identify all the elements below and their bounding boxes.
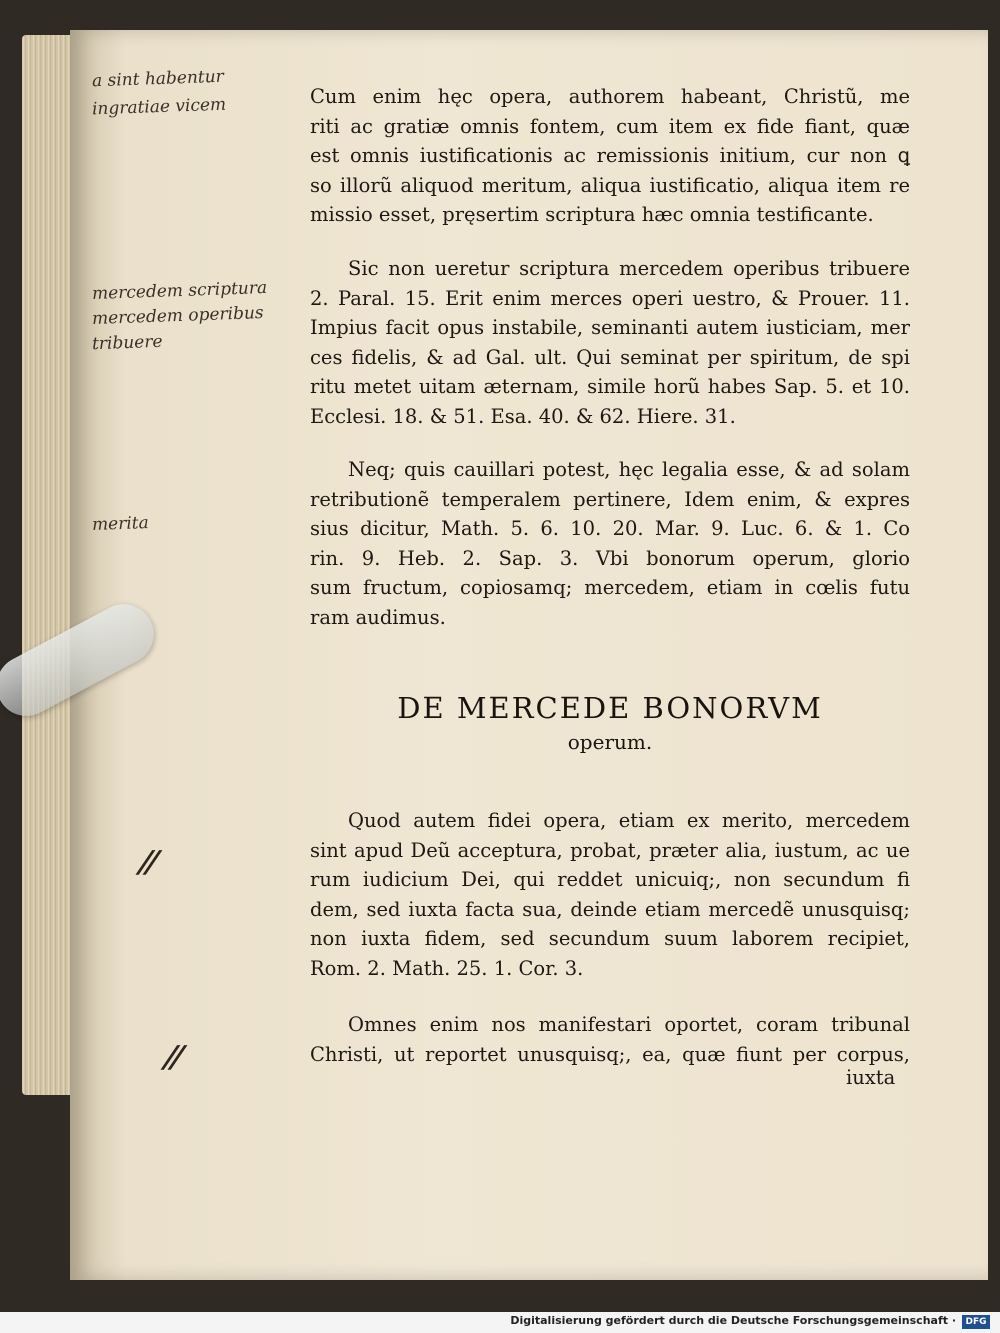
- margin-note: ingratiae vicem: [91, 94, 227, 120]
- text-line: Impius facit opus instabile, seminanti autem iusticiam, mer: [310, 316, 910, 339]
- margin-mark: //: [158, 1040, 186, 1075]
- margin-note: mercedem scriptura: [91, 277, 268, 305]
- text-line: Sic non ueretur scriptura mercedem operibus tribuere: [348, 257, 910, 280]
- text-line: dem, sed iuxta facta sua, deinde etiam mercedẽ unusquisq;: [310, 897, 910, 921]
- paragraph-2: [310, 254, 910, 431]
- text-line: sint apud Deũ acceptura, probat, præter alia, iustum, ac ue: [310, 838, 910, 862]
- text-line: Christi, ut reportet unusquisq;, ea, quæ fiunt per corpus,: [310, 1042, 910, 1066]
- margin-note: merita: [91, 513, 150, 535]
- text-line: Omnes enim nos manifestari oportet, coram tribunal: [348, 1013, 910, 1036]
- text-line: Rom. 2. Math. 25. 1. Cor. 3.: [310, 956, 584, 980]
- text-line: rin. 9. Heb. 2. Sap. 3. Vbi bonorum operum, glorio: [310, 546, 910, 570]
- text-line: 2. Paral. 15. Erit enim merces operi uestro, & Prouer. 11.: [310, 286, 910, 310]
- text-line: Neq; quis cauillari potest, hęc legalia esse, & ad solam: [348, 458, 910, 481]
- text-line: ces fidelis, & ad Gal. ult. Qui seminat per spiritum, de spi: [310, 345, 910, 369]
- text-line: so illorũ aliquod meritum, aliqua iustificatio, aliqua item re: [310, 173, 910, 197]
- footer-credit: Digitalisierung gefördert durch die Deutsche Forschungsgemeinschaft ·: [510, 1314, 956, 1327]
- catchword: iuxta: [846, 1066, 896, 1089]
- text-line: Cum enim hęc opera, authorem habeant, Christũ, me: [310, 85, 910, 108]
- text-line: riti ac gratiæ omnis fontem, cum item ex fide fiant, quæ: [310, 114, 910, 138]
- margin-note: tribuere: [91, 331, 163, 355]
- text-line: retributionẽ temperalem pertinere, Idem enim, & expres: [310, 487, 910, 511]
- margin-note: a sint habentur: [91, 66, 225, 92]
- text-line: est omnis iustificationis ac remissionis initium, cur non ꝗ: [310, 144, 910, 167]
- paragraph-1: [310, 82, 910, 230]
- margin-note: mercedem operibus: [91, 303, 264, 329]
- heading-subtitle: operum.: [567, 730, 653, 754]
- text-line: non iuxta fidem, sed secundum suum laborem recipiet,: [310, 927, 910, 950]
- text-line: ram audimus.: [310, 605, 446, 629]
- text-line: sius dicitur, Math. 5. 6. 10. 20. Mar. 9. Luc. 6. & 1. Co: [310, 517, 910, 540]
- text-line: sum fructum, copiosamq; mercedem, etiam in cœlis futu: [310, 576, 910, 599]
- text-line: missio esset, pręsertim scriptura hæc omnia testificante.: [310, 203, 874, 226]
- footer-bar: [0, 1312, 1000, 1333]
- section-heading: [310, 690, 910, 758]
- text-line: Quod autem fidei opera, etiam ex merito, mercedem: [348, 809, 910, 832]
- text-line: ritu metet uitam æternam, simile horũ habes Sap. 5. et 10.: [310, 375, 910, 398]
- heading-title: DE MERCEDE BONORVM: [397, 691, 823, 725]
- paragraph-5: [310, 1010, 910, 1069]
- paragraph-4: [310, 806, 910, 983]
- paragraph-3: [310, 455, 910, 632]
- margin-mark: //: [133, 845, 161, 880]
- text-line: Ecclesi. 18. & 51. Esa. 40. & 62. Hiere. 31.: [310, 404, 736, 428]
- dfg-logo-icon: DFG: [962, 1315, 990, 1329]
- text-line: rum iudicium Dei, qui reddet unicuiq;, non secundum fi: [310, 868, 910, 891]
